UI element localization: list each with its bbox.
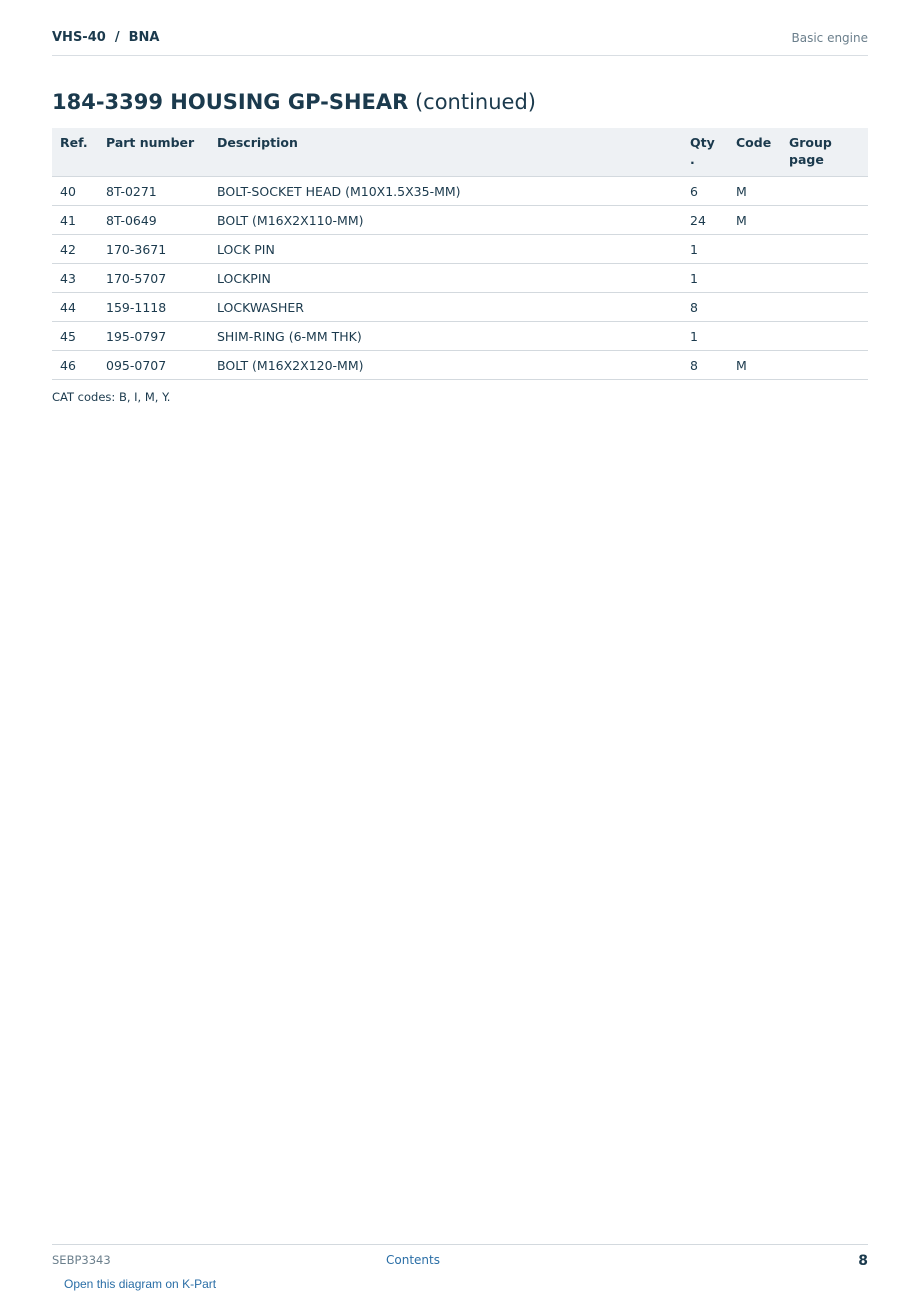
cell-description: LOCKPIN	[209, 264, 682, 293]
page-footer	[52, 1244, 868, 1295]
col-header-group-page: Group page	[781, 128, 868, 177]
col-header-code: Code	[728, 128, 781, 177]
col-header-part-number: Part number	[98, 128, 209, 177]
title-suffix: (continued)	[408, 90, 536, 114]
cell-group-page	[781, 322, 868, 351]
cell-code	[728, 264, 781, 293]
cell-ref: 41	[52, 206, 98, 235]
cell-qty: 1	[682, 235, 728, 264]
cell-ref: 43	[52, 264, 98, 293]
cell-code	[728, 322, 781, 351]
cell-description: BOLT (M16X2X110-MM)	[209, 206, 682, 235]
page-number: 8	[858, 1253, 868, 1269]
cell-description: LOCK PIN	[209, 235, 682, 264]
cell-qty: 1	[682, 322, 728, 351]
cell-ref: 40	[52, 177, 98, 206]
cell-group-page	[781, 235, 868, 264]
cell-group-page	[781, 293, 868, 322]
cell-part-number: 170-3671	[98, 235, 209, 264]
cell-part-number: 095-0707	[98, 351, 209, 380]
kpart-link[interactable]: Open this diagram on K-Part	[64, 1277, 217, 1291]
col-header-qty: Qty .	[682, 128, 728, 177]
cell-code	[728, 293, 781, 322]
cat-codes-note: CAT codes: B, I, M, Y.	[52, 390, 171, 404]
cell-group-page	[781, 264, 868, 293]
cell-qty: 24	[682, 206, 728, 235]
cell-part-number: 159-1118	[98, 293, 209, 322]
document-number: SEBP3343	[52, 1253, 111, 1267]
cell-ref: 44	[52, 293, 98, 322]
table-row	[52, 264, 868, 293]
cell-qty: 6	[682, 177, 728, 206]
table-row	[52, 177, 868, 206]
cell-part-number: 8T-0649	[98, 206, 209, 235]
cell-code: M	[728, 351, 781, 380]
table-row	[52, 235, 868, 264]
cell-description: SHIM-RING (6-MM THK)	[209, 322, 682, 351]
page-header	[52, 28, 868, 56]
cell-part-number: 195-0797	[98, 322, 209, 351]
cell-ref: 45	[52, 322, 98, 351]
page-title	[52, 90, 536, 114]
contents-link[interactable]: Contents	[386, 1253, 440, 1267]
table-row	[52, 351, 868, 380]
col-header-ref: Ref.	[52, 128, 98, 177]
cell-ref: 46	[52, 351, 98, 380]
cell-description: BOLT (M16X2X120-MM)	[209, 351, 682, 380]
col-header-description: Description	[209, 128, 682, 177]
table-row	[52, 322, 868, 351]
cell-qty: 1	[682, 264, 728, 293]
table-header-row	[52, 128, 868, 177]
cell-part-number: 170-5707	[98, 264, 209, 293]
cell-description: BOLT-SOCKET HEAD (M10X1.5X35-MM)	[209, 177, 682, 206]
cell-part-number: 8T-0271	[98, 177, 209, 206]
cell-ref: 42	[52, 235, 98, 264]
parts-table	[52, 128, 868, 380]
cell-code: M	[728, 177, 781, 206]
cell-code: M	[728, 206, 781, 235]
model-label: VHS-40 / BNA	[52, 30, 160, 45]
cell-group-page	[781, 177, 868, 206]
title-part: 184-3399 HOUSING GP-SHEAR	[52, 90, 409, 114]
cell-group-page	[781, 351, 868, 380]
cell-qty: 8	[682, 351, 728, 380]
cell-qty: 8	[682, 293, 728, 322]
table-row	[52, 206, 868, 235]
section-label: Basic engine	[791, 31, 868, 45]
cell-group-page	[781, 206, 868, 235]
cell-code	[728, 235, 781, 264]
cell-description: LOCKWASHER	[209, 293, 682, 322]
table-row	[52, 293, 868, 322]
